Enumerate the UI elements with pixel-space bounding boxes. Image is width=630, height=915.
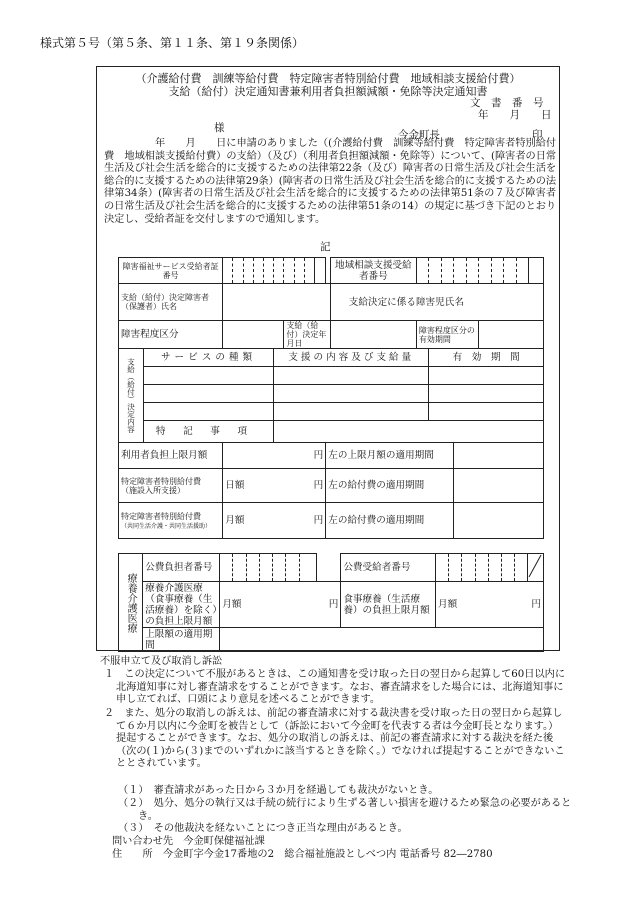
person-name-field[interactable]	[223, 284, 331, 321]
digit-box[interactable]	[274, 258, 284, 284]
service-cell[interactable]	[143, 403, 273, 421]
digit-box[interactable]	[299, 554, 317, 582]
tokutei-2-note: （共同生活介護・共同生活援助）	[121, 522, 212, 530]
yen-mark: 円	[328, 599, 339, 610]
issuer-name: 今金町長	[398, 129, 440, 141]
digit-box[interactable]	[246, 554, 259, 582]
decision-date-label: 支給（給付）決定年月日	[284, 321, 330, 349]
decision-table	[118, 257, 544, 539]
level-field[interactable]	[223, 321, 284, 349]
digit-box[interactable]	[441, 258, 453, 284]
person-name-label: 支給（給付）決定障害者（保護者）氏名	[119, 284, 223, 321]
digit-box[interactable]	[502, 554, 515, 582]
recipient-number-label: 障害福祉サービス受給者証番号	[119, 258, 223, 284]
burden-number-label: 公費負担者番号	[143, 554, 220, 582]
slash-mark	[528, 554, 542, 578]
digit-box[interactable]	[286, 554, 299, 582]
appeal-item-1: １ この決定について不服があるときは、この通知書を受け取った日の翌日から起算して60日以内に北海道知事に対し審査請求をすることができます。なお、審査請求をした場合には、北海道知事に申し立てれば、口頭により意見を述べることができます。	[104, 669, 566, 706]
digit-box[interactable]	[504, 258, 516, 284]
yen-mark: 円	[531, 599, 541, 610]
digit-box[interactable]	[259, 554, 272, 582]
level-period-field[interactable]	[479, 321, 544, 349]
medical-limit-label: 療養介護医療（食事療養（生活療養）を除く）の負担上限月額	[143, 582, 220, 628]
medical-table	[118, 553, 544, 652]
tokutei-1-amount[interactable]	[223, 469, 326, 503]
digit-box[interactable]	[233, 258, 243, 284]
special-notes-field[interactable]	[274, 421, 544, 443]
digit-box[interactable]	[515, 554, 528, 582]
period-cell[interactable]	[429, 385, 544, 403]
period-cell[interactable]	[429, 403, 544, 421]
benefit-period-2-label: 左の給付費の適用期間	[326, 503, 454, 539]
tokutei-1-note: （施設入所支援）	[121, 485, 185, 495]
appeal-sub-2: （２） 処分、処分の執行又は手続の続行により生ずる著しい損害を避けるため緊急の必要があるとき。	[118, 798, 572, 822]
yen-mark: 円	[313, 515, 324, 526]
benefit-period-2-field[interactable]	[454, 503, 544, 539]
upper-limit-label: 利用者負担上限月額	[119, 443, 223, 469]
form-number: 様式第５号（第５条、第１１条、第１９条関係）	[40, 36, 305, 50]
content-cell[interactable]	[274, 367, 429, 385]
digit-box[interactable]	[264, 258, 274, 284]
level-label: 障害程度区分	[119, 321, 223, 349]
level-period-label: 障害程度区分の有効期間	[416, 321, 478, 349]
support-content-header: 支援の内容及び支給量	[274, 349, 429, 367]
monthly-label: 月額	[438, 599, 458, 610]
tokutei-2-amount[interactable]	[223, 503, 326, 539]
digit-box[interactable]	[436, 554, 449, 582]
meal-limit-amount[interactable]	[436, 582, 544, 628]
digit-box[interactable]	[294, 258, 304, 284]
meal-limit-label: 食事療養（生活療養）の負担上限月額	[341, 582, 436, 628]
date-label: 年 月 日	[478, 109, 552, 121]
digit-box[interactable]	[253, 258, 263, 284]
upper-period-label: 左の上限月額の適用期間	[326, 443, 454, 469]
monthly-label: 月額	[222, 599, 242, 610]
period-cell[interactable]	[429, 367, 544, 385]
digit-box[interactable]	[488, 554, 501, 582]
upper-period-field[interactable]	[454, 443, 544, 469]
digit-box[interactable]	[314, 258, 325, 284]
decision-side-label: 支給（給付）決定内容	[119, 349, 144, 443]
seal-mark: 印	[532, 129, 543, 141]
ki-heading: 記	[320, 241, 331, 253]
daily-label: 日額	[225, 480, 245, 491]
digit-box[interactable]	[223, 258, 233, 284]
digit-box[interactable]	[462, 554, 475, 582]
body-paragraph: 年 月 日に申請のありました（(介護給付費 訓練等給付費 特定障害者特別給付費 地域相談支援給付費）の支給）（及び）（利用者負担額減額・免除等）について、(障害者の日常生活及び社会生活を総合的に支援するための法律第22条（及び）障害者の日常生活及び社会生活を総合的に支援するための法律第29条）(障害者の日常生活及び社会生活を総合的に支援するための法律第34条）(障害者の日常生活及び社会生活を総合的に支援するための法律第51条の７及び障害者の日常生活及び社会生活を総合的に支援するための法律第51条の14）の規定に基づき下記のとおり決定し、受給者証を交付しますので通知します。	[104, 138, 556, 225]
digit-box-slash[interactable]	[528, 554, 544, 582]
digit-box[interactable]	[273, 554, 286, 582]
title-line-2: 支給（給付）決定通知書兼利用者負担額減額・免除等決定通知書	[168, 85, 488, 98]
digit-box[interactable]	[429, 258, 441, 284]
address-line: 住 所 今金町字今金17番地の2 総合福祉施設としべつ内 電話番号 82―2780	[112, 849, 493, 860]
digit-box[interactable]	[454, 258, 466, 284]
yen-mark: 円	[313, 480, 324, 491]
digit-box[interactable]	[220, 554, 233, 582]
tokutei-1-label: 特定障害者特別給付費 （施設入所支援）	[119, 469, 223, 503]
contact-line: 問い合わせ先 今金町保健福祉課	[112, 836, 265, 847]
digit-box[interactable]	[304, 258, 314, 284]
chiiki-number-label: 地域相談支援受給者番号	[330, 258, 416, 284]
content-cell[interactable]	[274, 403, 429, 421]
upper-limit-yen[interactable]: 円	[223, 443, 326, 469]
digit-box[interactable]	[529, 258, 544, 284]
limit-period-label: 上限額の適用期間	[143, 628, 220, 652]
medical-side-label: 療養介護医療	[119, 554, 143, 652]
doc-number-label: 文 書 番 号	[470, 97, 544, 109]
medical-limit-amount[interactable]	[220, 582, 341, 628]
digit-box[interactable]	[284, 258, 294, 284]
digit-box[interactable]	[516, 258, 528, 284]
special-notes-label: 特 記 事 項	[143, 421, 273, 443]
public-recipient-label: 公費受給者番号	[341, 554, 436, 582]
appeal-sub-3: （３） その他裁決を経ないことにつき正当な理由があるとき。	[118, 823, 408, 834]
benefit-period-1-label: 左の給付費の適用期間	[326, 469, 454, 503]
limit-period-field[interactable]	[220, 628, 544, 652]
content-cell[interactable]	[274, 385, 429, 403]
digit-box[interactable]	[491, 258, 503, 284]
valid-period-header: 有 効 期 間	[429, 349, 544, 367]
appeal-sub-1: （１） 審査請求があった日から３か月を経過しても裁決がないとき。	[118, 785, 439, 796]
digit-box[interactable]	[475, 554, 488, 582]
decision-date-field[interactable]	[330, 321, 416, 349]
addressee-suffix: 様	[214, 122, 225, 134]
benefit-period-1-field[interactable]	[454, 469, 544, 503]
service-cell[interactable]	[143, 367, 273, 385]
service-cell[interactable]	[143, 385, 273, 403]
digit-box[interactable]	[416, 258, 428, 284]
digit-box[interactable]	[243, 258, 253, 284]
child-name-label: 支給決定に係る障害児氏名	[330, 284, 543, 321]
digit-box[interactable]	[466, 258, 478, 284]
digit-box[interactable]	[479, 258, 491, 284]
service-type-header: サービスの種類	[143, 349, 273, 367]
title-line-1: （介護給付費 訓練等給付費 特定障害者特別給付費 地域相談支援給付費）	[135, 72, 521, 85]
digit-box[interactable]	[449, 554, 462, 582]
digit-box[interactable]	[233, 554, 246, 582]
monthly-label: 月額	[225, 515, 245, 526]
tokutei-2-label: 特定障害者特別給付費 （共同生活介護・共同生活援助）	[119, 503, 223, 539]
appeal-heading: 不服申立て及び取消し訴訟	[100, 656, 223, 667]
appeal-item-2: ２ また、処分の取消しの訴えは、前記の審査請求に対する裁決書を受け取った日の翌日から起算して６か月以内に今金町を被告として（訴訟において今金町を代表する者は今金町長となります。）提起することができます。なお、処分の取消しの訴えは、前記の審査請求に対する裁決を経た後（次の(１)から(３)までのいずれかに該当するときを除く。）でなければ提起することができないこととされています。	[104, 708, 565, 770]
